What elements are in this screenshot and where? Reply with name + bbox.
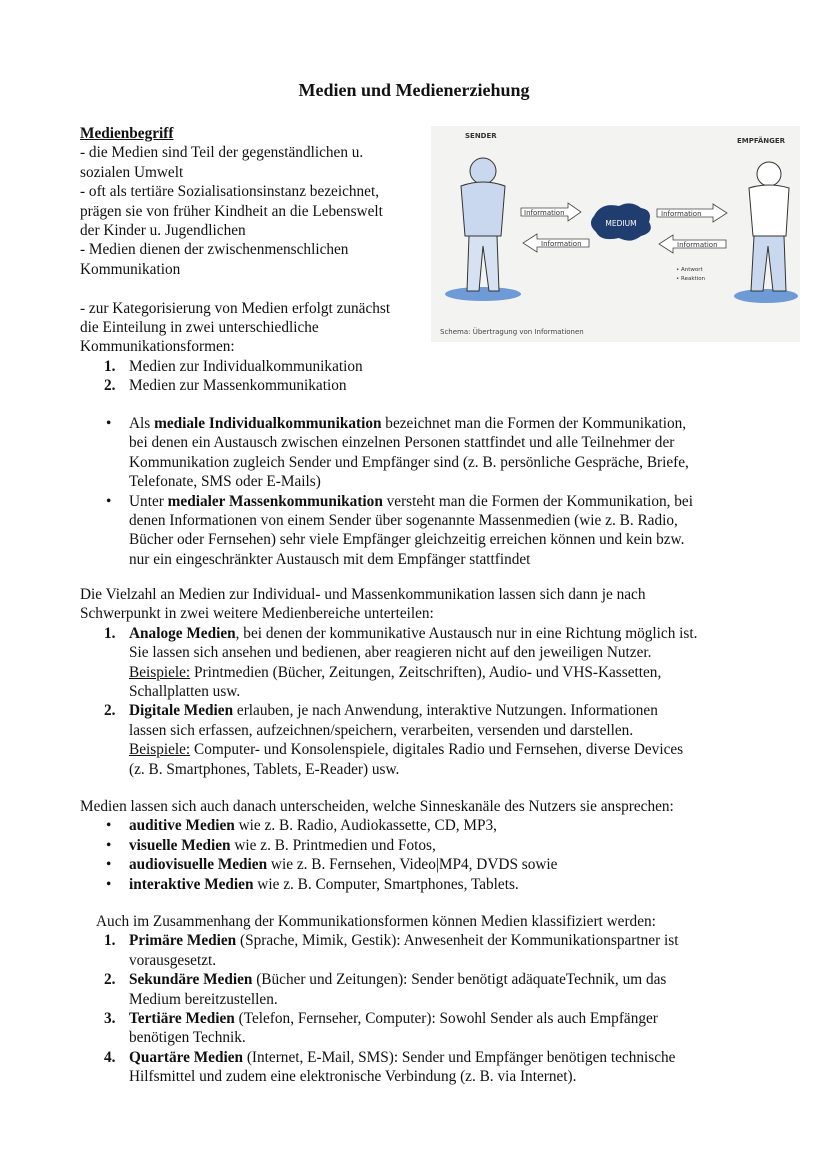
text-line: Kommunikation zugleich Sender und Empfänger sind (z. B. persönliche Gespräche, Briefe,	[129, 453, 689, 471]
text-line: bei denen ein Austausch zwischen einzelnen Personen stattfindet und alle Teilnehmer der	[129, 434, 675, 452]
text-line: Bücher oder Fernsehen) sehr viele Empfänger gleichzeitig erreichen können und kein bzw.	[129, 531, 685, 549]
text-line: Beispiele: Printmedien (Bücher, Zeitungen, Zeitschriften), Audio- und VHS-Kassetten,	[129, 663, 662, 681]
section-heading: Medienbegriff	[80, 125, 174, 142]
text-line: lassen sich erfassen, aufzeichnen/speichern, verarbeiten, versenden und darstellen.	[129, 721, 634, 739]
arrow-label: Information	[541, 240, 582, 248]
note-reaction: • Reaktion	[676, 276, 706, 282]
list-item: • interaktive Medien wie z. B. Computer, Smartphones, Tablets.	[106, 875, 519, 893]
text-line: Auch im Zusammenhang der Kommunikationsformen können Medien klassifiziert werden:	[96, 913, 656, 930]
text-line: Telefonate, SMS oder E-Mails)	[129, 473, 321, 491]
section-communication-forms	[80, 912, 678, 1087]
text-line: - zur Kategorisierung von Medien erfolgt zunächst	[80, 299, 391, 317]
communication-diagram	[431, 126, 800, 342]
medium-label: MEDIUM	[605, 219, 637, 228]
receiver-label: EMPFÄNGER	[737, 137, 786, 145]
text-line: der Kinder u. Jugendlichen	[80, 221, 246, 239]
text-line: Kommunikation	[80, 260, 181, 278]
section-senses	[80, 797, 674, 894]
text-line: Beispiele: Computer- und Konsolenspiele, digitales Radio und Fernsehen, diverse Devices	[129, 741, 684, 759]
sender-figure-icon	[445, 158, 521, 301]
text-line: - Medien dienen der zwischenmenschlichen	[80, 241, 349, 259]
text-line: - oft als tertiäre Sozialisationsinstanz bezeichnet,	[80, 183, 380, 201]
list-item: • auditive Medien wie z. B. Radio, Audiokassette, CD, MP3,	[106, 817, 497, 835]
text-line: nur ein eingeschränkter Austausch mit dem Empfänger stattfindet	[129, 550, 531, 568]
text-line: Schallplatten usw.	[129, 682, 241, 700]
note-answer: • Antwort	[676, 267, 703, 273]
list-item: 2. Sekundäre Medien (Bücher und Zeitungen): Sender benötigt adäquateTechnik, um das	[104, 971, 667, 989]
list-item: • Als mediale Individualkommunikation bezeichnet man die Formen der Kommunikation,	[106, 415, 687, 432]
section-medienbegriff	[80, 124, 390, 395]
sender-label: SENDER	[465, 132, 497, 140]
text-line: Medium bereitzustellen.	[129, 990, 278, 1008]
list-item: 2. Digitale Medien erlauben, je nach Anwendung, interaktive Nutzungen. Informationen	[104, 702, 658, 720]
text-line: Die Vielzahl an Medien zur Individual- und Massenkommunikation lassen sich dann je nach	[80, 586, 646, 603]
text-line: vorausgesetzt.	[129, 951, 217, 969]
list-item: 1. Medien zur Individualkommunikation	[104, 357, 363, 375]
text-line: Sie lassen sich ansehen und bedienen, aber reagieren nicht auf den jeweiligen Nutzer.	[129, 644, 652, 662]
text-line: sozialen Umwelt	[80, 163, 184, 181]
text-line: die Einteilung in zwei unterschiedliche	[80, 318, 319, 336]
list-item: • Unter medialer Massenkommunikation versteht man die Formen der Kommunikation, bei	[106, 492, 693, 510]
text-line: benötigen Technik.	[129, 1029, 246, 1047]
arrow-label: Information	[524, 209, 565, 217]
text-line: denen Informationen von einem Sender über sogenannte Massenmedien (wie z. B. Radio,	[129, 511, 678, 529]
receiver-figure-icon	[734, 162, 798, 303]
arrow-label: Information	[677, 241, 718, 249]
text-line: Hilfsmittel und zudem eine elektronische Verbindung (z. B. via Internet).	[129, 1068, 577, 1086]
arrow-label: Information	[661, 210, 702, 218]
text-line: prägen sie von früher Kindheit an die Lebenswelt	[80, 202, 383, 220]
text-line: Kommunikationsformen:	[80, 338, 235, 356]
list-item: • visuelle Medien wie z. B. Printmedien und Fotos,	[106, 836, 436, 854]
section-media-areas	[80, 585, 697, 779]
list-item: • audiovisuelle Medien wie z. B. Fernsehen, Video|MP4, DVDS sowie	[106, 856, 558, 874]
list-item: 3. Tertiäre Medien (Telefon, Fernseher, Computer): Sowohl Sender als auch Empfänger	[104, 1009, 658, 1027]
bullet-list-communication	[80, 414, 693, 569]
text-line: Medien lassen sich auch danach unterscheiden, welche Sinneskanäle des Nutzers sie ansprechen:	[80, 798, 674, 815]
text-line: (z. B. Smartphones, Tablets, E-Reader) usw.	[129, 760, 400, 778]
list-item: 4. Quartäre Medien (Internet, E-Mail, SMS): Sender und Empfänger benötigen technische	[104, 1048, 676, 1066]
list-item: 2. Medien zur Massenkommunikation	[104, 377, 347, 395]
list-item: 1. Analoge Medien, bei denen der kommunikative Austausch nur in eine Richtung möglich ist.	[104, 624, 698, 642]
text-line: Schwerpunkt in zwei weitere Medienbereiche unterteilen:	[80, 605, 434, 623]
list-item: 1. Primäre Medien (Sprache, Mimik, Gestik): Anwesenheit der Kommunikationspartner ist	[104, 932, 679, 950]
figure-caption: Schema: Übertragung von Informationen	[440, 328, 584, 336]
page-title: Medien und Medienerziehung	[298, 80, 530, 100]
text-line: - die Medien sind Teil der gegenständlichen u.	[80, 144, 364, 162]
